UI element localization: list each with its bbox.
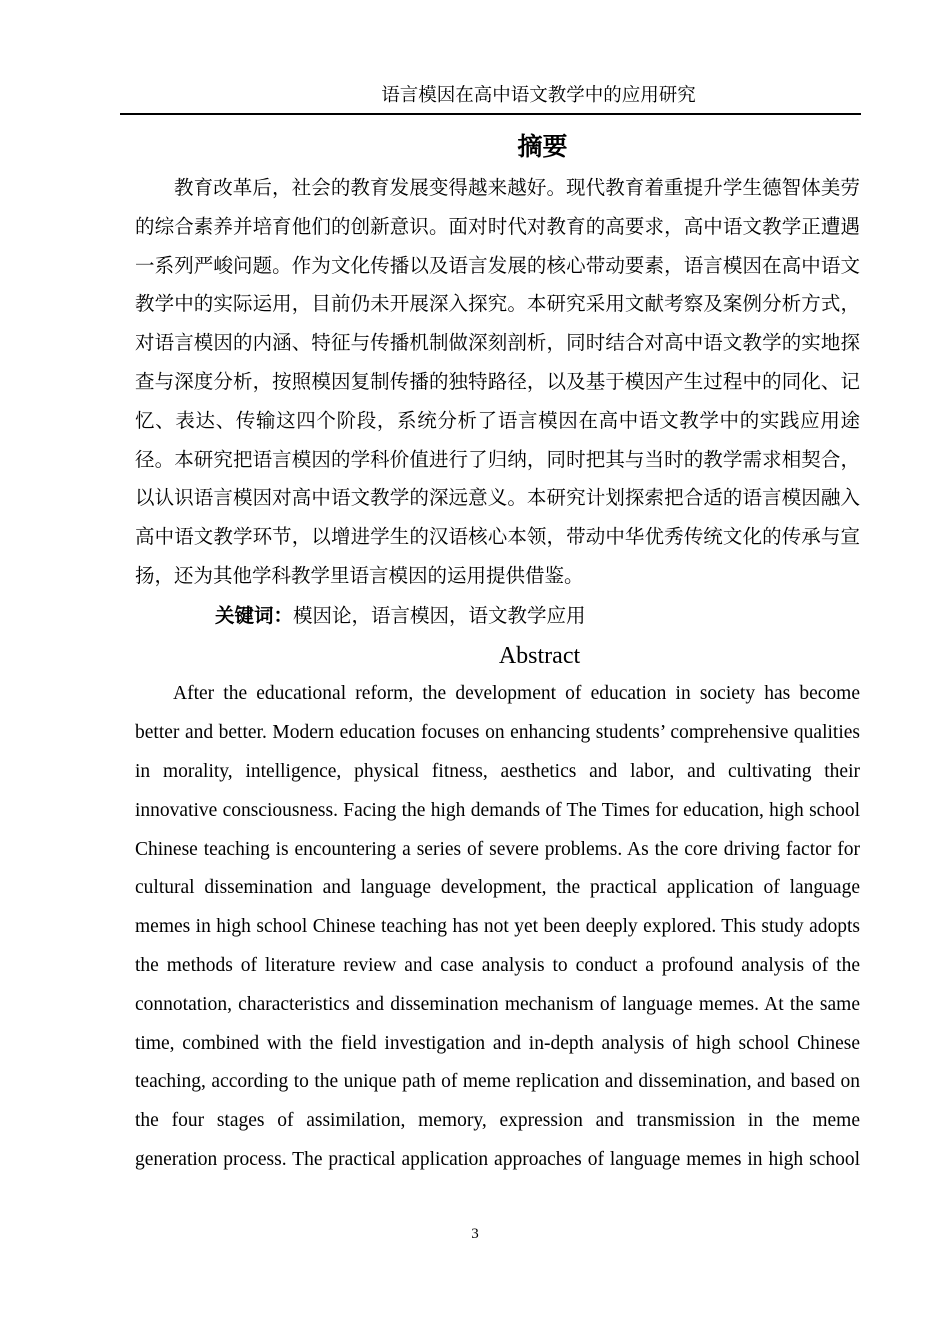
keywords-text: 模因论，语言模因，语文教学应用 bbox=[293, 605, 586, 627]
page-header bbox=[120, 84, 861, 115]
page-number: 3 bbox=[471, 1226, 479, 1242]
text-column bbox=[135, 131, 860, 1180]
english-abstract-body: After the educational reform, the development of education in society has become better and better. Modern education focuses on enhancing students’ comprehensive qualities in morality, intelligence, physical fitness, aesthetics and labor, and cultivating their innovative consciousness. Facing the high demands of The Times for education, high school Chinese teaching is encountering a series of severe problems. As the core driving factor for cultural dissemination and language development, the practical application of language memes in high school Chinese teaching has not yet been deeply explored. This study adopts the methods of literature review and case analysis to conduct a profound analysis of the connotation, characteristics and dissemination mechanism of language memes. At the same time, combined with the field investigation and in-depth analysis of high school Chinese teaching, according to the unique path of meme replication and dissemination, and based on the four stages of assimilation, memory, expression and transmission in the meme generation process. The practical application approaches of language memes in high school bbox=[135, 683, 860, 1170]
running-title: 语言模因在高中语文教学中的应用研究 bbox=[381, 86, 696, 106]
chinese-abstract-body: 教育改革后，社会的教育发展变得越来越好。现代教育着重提升学生德智体美劳的综合素养并培育他们的创新意识。面对时代对教育的高要求，高中语文教学正遭遇一系列严峻问题。作为文化传播以及语言发展的核心带动要素，语言模因在高中语文教学中的实际运用，目前仍未开展深入探究。本研究采用文献考察及案例分析方式，对语言模因的内涵、特征与传播机制做深刻剖析，同时结合对高中语文教学的实地探查与深度分析，按照模因复制传播的独特路径，以及基于模因产生过程中的同化、记忆、表达、传输这四个阶段，系统分析了语言模因在高中语文教学中的实践应用途径。本研究把语言模因的学科价值进行了归纳，同时把其与当时的教学需求相契合，以认识语言模因对高中语文教学的深远意义。本研究计划探索把合适的语言模因融入高中语文教学环节，以增进学生的汉语核心本领，带动中华优秀传统文化的传承与宣扬，还为其他学科教学里语言模因的运用提供借鉴。 bbox=[135, 178, 860, 587]
keywords-line bbox=[135, 597, 860, 637]
keywords-label: 关键词： bbox=[215, 603, 294, 627]
chinese-abstract-heading: 摘要 bbox=[517, 132, 568, 161]
english-abstract-heading: Abstract bbox=[498, 642, 581, 669]
